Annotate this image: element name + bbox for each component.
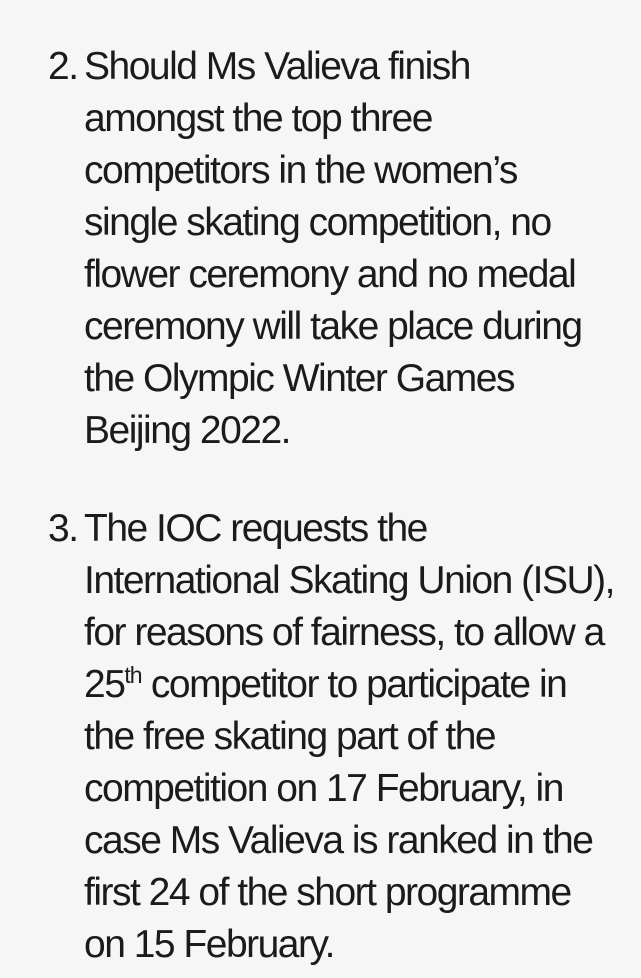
list-item-lines	[84, 503, 641, 971]
text-segment: for reasons of fairness, to allow a	[84, 611, 604, 654]
text-segment: on 15 February.	[84, 923, 334, 966]
text-line	[84, 197, 641, 249]
text-segment: International Skating Union (ISU),	[84, 559, 614, 602]
text-segment: competition on 17 February, in	[84, 767, 563, 810]
list-item-number: 2.	[48, 45, 78, 88]
list-item	[48, 41, 641, 457]
text-segment: competitor to participate in	[141, 663, 567, 706]
list-item-lines	[84, 41, 641, 457]
text-line	[84, 555, 641, 607]
text-segment: first 24 of the short programme	[84, 871, 571, 914]
text-line	[84, 659, 641, 711]
text-segment: competitors in the women’s	[84, 149, 517, 192]
text-line	[84, 503, 641, 555]
text-line	[84, 815, 641, 867]
text-segment: the free skating part of the	[84, 715, 496, 758]
text-line	[84, 763, 641, 815]
text-segment: amongst the top three	[84, 97, 432, 140]
ordinal-superscript: th	[124, 662, 142, 688]
text-line	[84, 711, 641, 763]
text-line	[84, 41, 641, 93]
text-segment: single skating competition, no	[84, 201, 551, 244]
text-line	[84, 145, 641, 197]
text-segment: 25	[84, 663, 125, 706]
text-segment: Should Ms Valieva finish	[84, 45, 470, 88]
text-segment: ceremony will take place during	[84, 305, 582, 348]
text-segment: The IOC requests the	[84, 507, 427, 550]
text-line	[84, 249, 641, 301]
text-line	[84, 405, 641, 457]
text-segment: flower ceremony and no medal	[84, 253, 576, 296]
list-item	[48, 503, 641, 971]
text-segment: case Ms Valieva is ranked in the	[84, 819, 593, 862]
text-line	[84, 301, 641, 353]
text-line	[84, 353, 641, 405]
text-segment: Beijing 2022.	[84, 409, 291, 452]
text-line	[84, 93, 641, 145]
text-line	[84, 867, 641, 919]
list-item-number: 3.	[48, 507, 78, 550]
text-segment: the Olympic Winter Games	[84, 357, 514, 400]
text-line	[84, 607, 641, 659]
text-line	[84, 919, 641, 971]
